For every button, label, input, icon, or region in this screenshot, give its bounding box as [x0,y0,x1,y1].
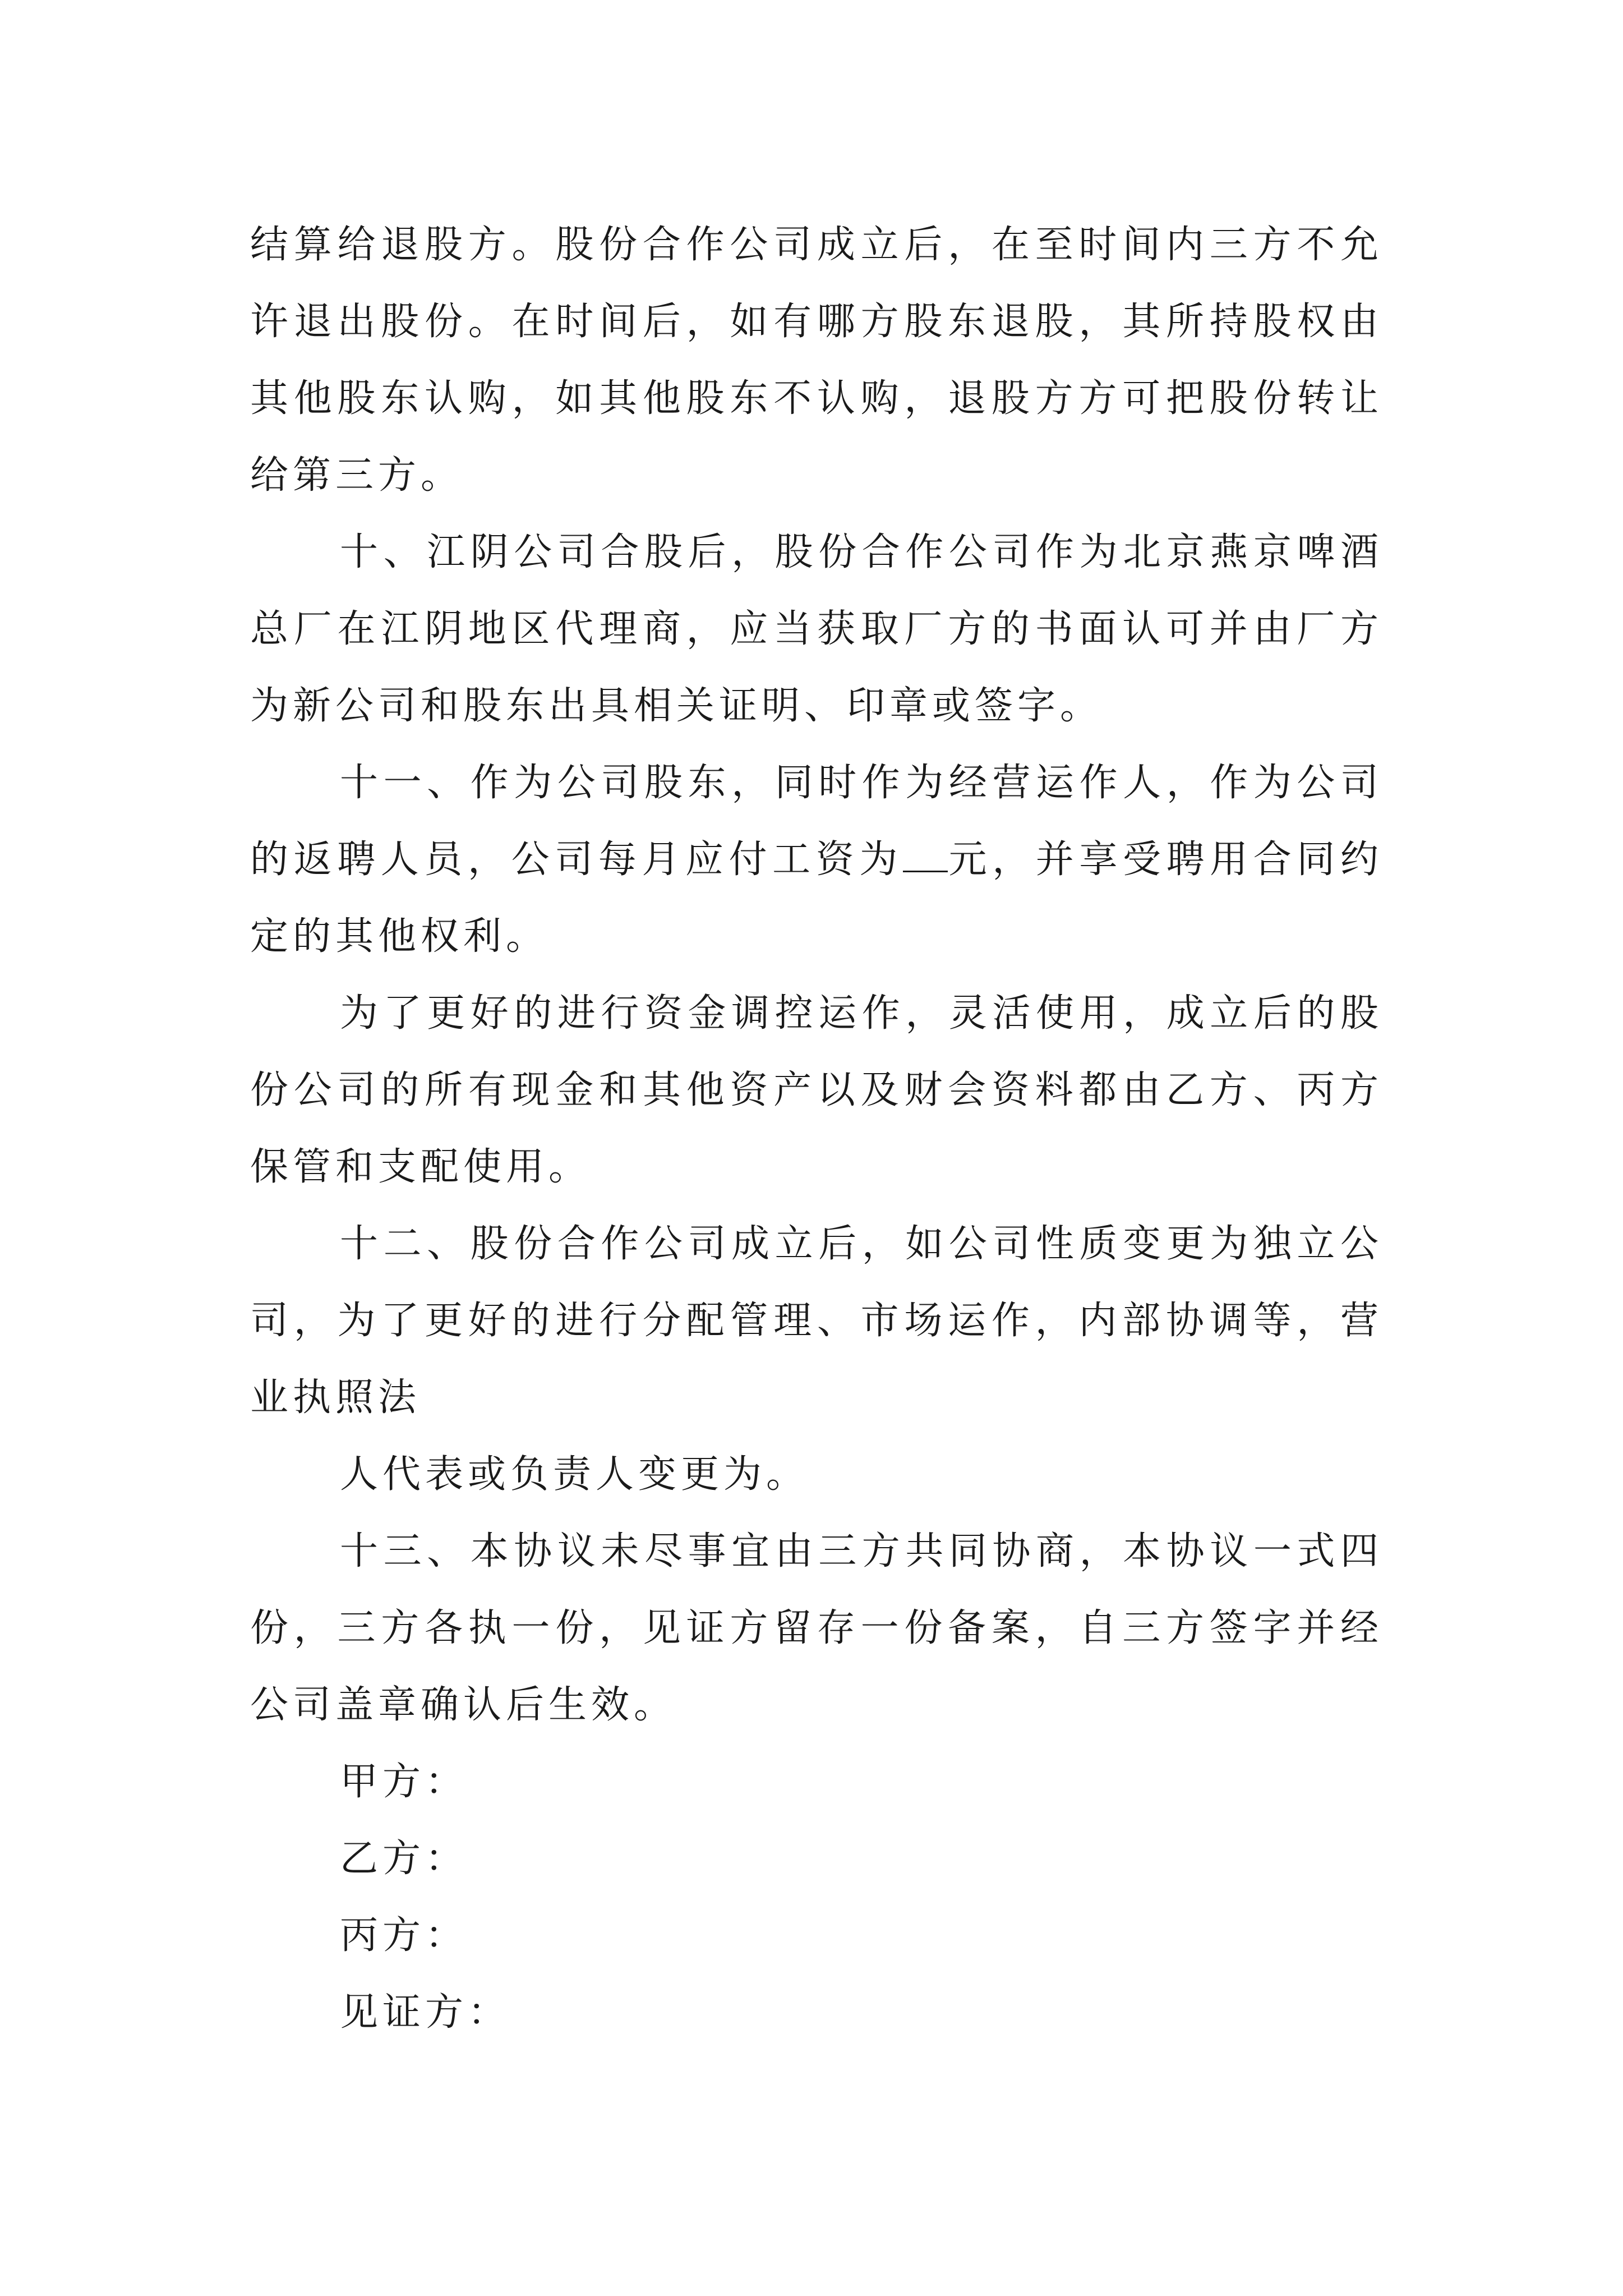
clause-11-text-a: 十一、作为公司股东，同时作为经营运作人，作为公司的返聘人员，公司每月应付工资为 [250,761,1383,882]
signature-party-b: 乙方： [340,1837,468,1881]
paragraph-withdrawal: 结算给退股方。股份合作公司成立后，在至时间内三方不允许退出股份。在时间后，如有哪方股东退股，其所持股权由其他股东认购，如其他股东不认购，退股方方可把股份转让给第三方。 [250,223,1383,498]
salary-blank [903,839,948,872]
paragraph-funds: 为了更好的进行资金调控运作，灵活使用，成立后的股份公司的所有现金和其他资产以及财会资料都由乙方、丙方保管和支配使用。 [250,991,1383,1189]
paragraph-clause-13: 十三、本协议未尽事宜由三方共同协商，本协议一式四份，三方各执一份，见证方留存一份备案，自三方签字并经公司盖章确认后生效。 [250,1529,1383,1727]
signature-witness: 见证方： [340,1990,511,2035]
paragraph-legal-rep: 人代表或负责人变更为。 [340,1452,809,1497]
paragraph-clause-12: 十二、股份合作公司成立后，如公司性质变更为独立公司，为了更好的进行分配管理、市场运作，内部协调等，营业执照法 [250,1222,1383,1420]
paragraph-clause-11 [250,744,1383,975]
clause-11-text-b: 元，并享受聘用合同约定的其他权利。 [250,838,1383,959]
signature-party-a: 甲方： [340,1760,468,1804]
signature-party-c: 丙方： [340,1913,468,1958]
document-body [250,206,1383,2051]
paragraph-clause-10: 十、江阴公司合股后，股份合作公司作为北京燕京啤酒总厂在江阴地区代理商，应当获取厂方的书面认可并由厂方为新公司和股东出具相关证明、印章或签字。 [250,530,1383,728]
